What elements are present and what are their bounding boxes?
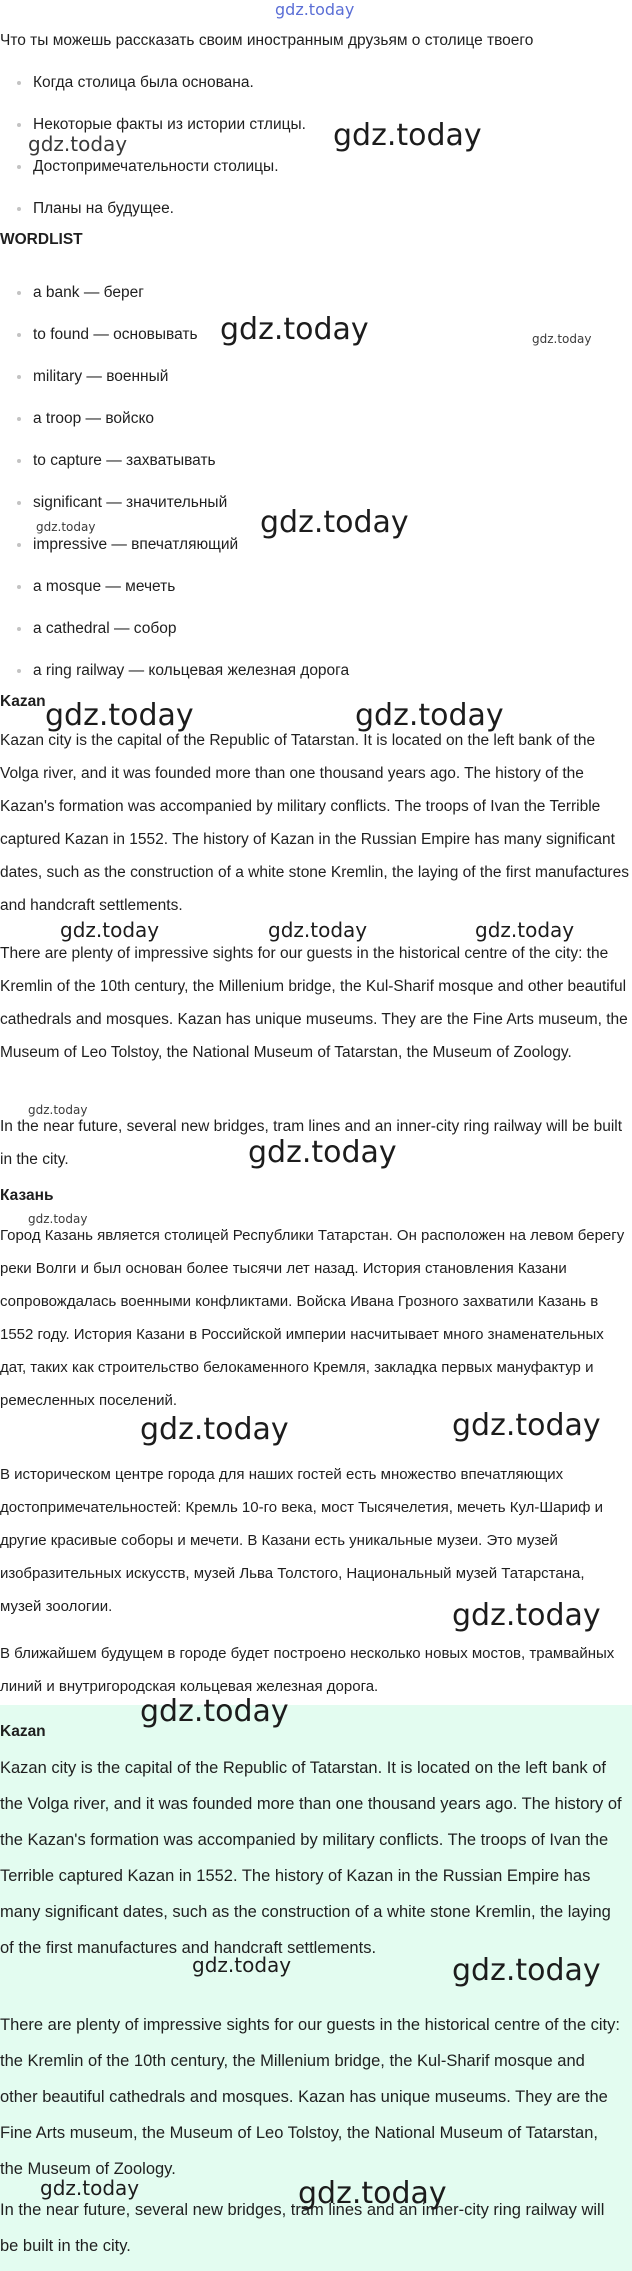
watermark: gdz.today <box>60 918 160 942</box>
list-item: to found — основывать <box>0 322 600 364</box>
russian-text-heading: Казань <box>0 1187 54 1204</box>
watermark: gdz.today <box>28 1103 88 1117</box>
watermark: gdz.today <box>248 1135 397 1170</box>
answer-paragraph-3: In the near future, several new bridges, tram lines and an inner-city ring railway will be built in the city. <box>0 2201 605 2255</box>
watermark: gdz.today <box>298 2176 447 2211</box>
watermark: gdz.today <box>260 505 409 540</box>
list-item: a cathedral — собор <box>0 616 600 658</box>
list-item: significant — значительный <box>0 490 600 532</box>
watermark: gdz.today <box>220 312 369 347</box>
list-item: a ring railway — кольцевая железная дорога <box>0 658 600 700</box>
list-item: Достопримечательности столицы. <box>0 154 600 196</box>
russian-paragraph-2: В историческом центре города для наших гостей есть множество впечатляющих достопримечательностей: Кремль 10-го века, мост Тысячелетия, мечеть Кул-Шариф и другие красивые соборы и мечети. В Казани есть уникальные музеи. Это музей изобразительных искусств, музей Льва Толстого, Национальный музей Татарстана, музей зоологии. <box>0 1466 604 1615</box>
task-prompt: Что ты можешь рассказать своим иностранным друзьям о столице твоего <box>0 32 534 49</box>
list-item: a troop — войско <box>0 406 600 448</box>
watermark: gdz.today <box>268 918 368 942</box>
watermark: gdz.today <box>140 1694 289 1729</box>
watermark: gdz.today <box>45 698 194 733</box>
list-item: Планы на будущее. <box>0 196 600 238</box>
wordlist-heading: WORDLIST <box>0 231 83 248</box>
list-item: impressive — впечатляющий <box>0 532 600 574</box>
watermark: gdz.today <box>475 918 575 942</box>
watermark: gdz.today <box>452 1953 601 1988</box>
watermark: gdz.today <box>28 1212 88 1226</box>
watermark: gdz.today <box>36 520 96 534</box>
watermark: gdz.today <box>192 1953 292 1977</box>
english-paragraph-2: There are plenty of impressive sights for our guests in the historical centre of the city: the Kremlin of the 10th century, the Millenium bridge, the Kul-Sharif mosque and other beautiful cathedrals and mosques. Kazan has unique museums. They are the Fine Arts museum, the Museum of Leo Tolstoy, the National Museum of Tatarstan, the Museum of Zoology. <box>0 945 628 1061</box>
russian-paragraph-3: В ближайшем будущем в городе будет построено несколько новых мостов, трамвайных линий и внутригородская кольцевая железная дорога. <box>0 1645 615 1695</box>
watermark: gdz.today <box>40 2176 140 2200</box>
list-item: Некоторые факты из истории стлицы. <box>0 112 600 154</box>
watermark: gdz.today <box>452 1408 601 1443</box>
list-item: military — военный <box>0 364 600 406</box>
list-item: to capture — захватывать <box>0 448 600 490</box>
watermark: gdz.today <box>28 132 128 156</box>
english-paragraph-3: In the near future, several new bridges, tram lines and an inner-city ring railway will be built in the city. <box>0 1118 623 1168</box>
answer-paragraph-1: Kazan city is the capital of the Republic of Tatarstan. It is located on the left bank of the Volga river, and it was founded more than one thousand years ago. The history of the Kazan's formation was accompanied by military conflicts. The troops of Ivan the Terrible captured Kazan in 1552. The history of Kazan in the Russian Empire has many significant dates, such as the construction of a white stone Kremlin, the laying of the first manufactures and handcraft settlements. <box>0 1759 622 1957</box>
watermark: gdz.today <box>355 698 504 733</box>
english-paragraph-1: Kazan city is the capital of the Republic of Tatarstan. It is located on the left bank of the Volga river, and it was founded more than one thousand years ago. The history of the Kazan's formation was accompanied by military conflicts. The troops of Ivan the Terrible captured Kazan in 1552. The history of Kazan in the Russian Empire has many significant dates, such as the construction of a white stone Kremlin, the laying of the first manufactures and handcraft settlements. <box>0 732 629 914</box>
site-logo[interactable]: gdz.today <box>275 0 355 19</box>
watermark: gdz.today <box>452 1598 601 1633</box>
watermark: gdz.today <box>333 118 482 153</box>
answer-paragraph-2: There are plenty of impressive sights for our guests in the historical centre of the city: the Kremlin of the 10th century, the Millenium bridge, the Kul-Sharif mosque and other beautiful cathedrals and mosques. Kazan has unique museums. They are the Fine Arts museum, the Museum of Leo Tolstoy, the National Museum of Tatarstan, the Museum of Zoology. <box>0 2016 620 2178</box>
list-item: a bank — берег <box>0 280 600 322</box>
watermark: gdz.today <box>140 1412 289 1447</box>
answer-heading: Kazan <box>0 1723 46 1740</box>
list-item: Когда столица была основана. <box>0 70 600 112</box>
list-item: a mosque — мечеть <box>0 574 600 616</box>
russian-paragraph-1: Город Казань является столицей Республики Татарстан. Он расположен на левом берегу реки Волги и был основан более тысячи лет назад. История становления Казани сопровождалась военными конфликтами. Войска Ивана Грозного захватили Казань в 1552 году. История Казани в Российской империи насчитывает много знаменательных дат, таких как строительство белокаменного Кремля, закладка первых мануфактур и ремесленных поселений. <box>0 1227 625 1409</box>
watermark: gdz.today <box>532 332 592 346</box>
english-text-heading: Kazan <box>0 693 46 710</box>
